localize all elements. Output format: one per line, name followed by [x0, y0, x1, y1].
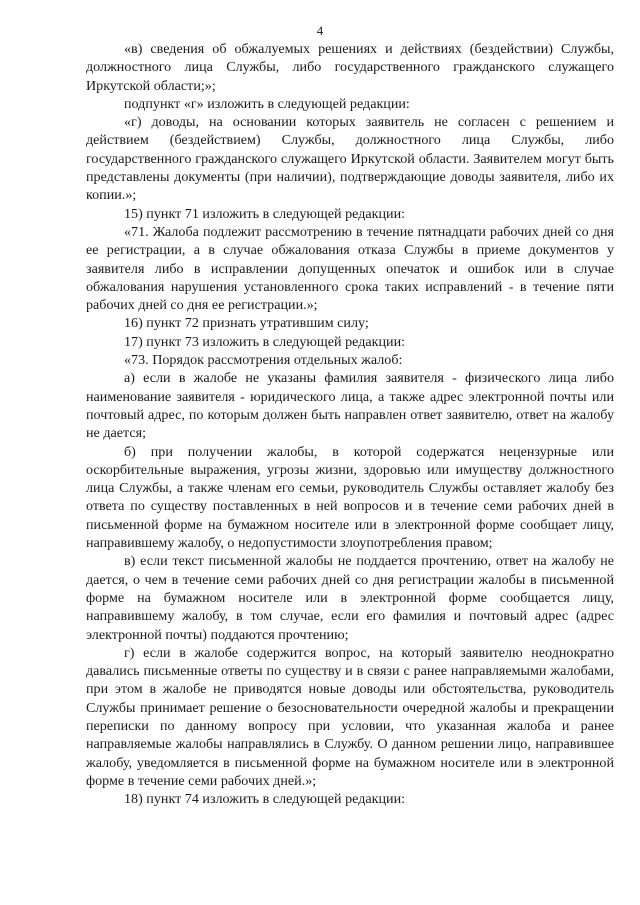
paragraph-point-73-a: а) если в жалобе не указаны фамилия заявителя - физического лица либо наименование заявителя - юридического лица, а также адрес электронной почты или почтовый адрес, по которым должен быть направлен ответ заявителю, ответ на жалобу не дается;: [86, 370, 614, 442]
paragraph-point-17: 17) пункт 73 изложить в следующей редакции:: [124, 333, 406, 350]
paragraph-point-16: 16) пункт 72 признать утратившим силу;: [124, 315, 369, 332]
paragraph-point-73-v: в) если текст письменной жалобы не поддается прочтению, ответ на жалобу не дается, о чем в течение семи рабочих дней со дня регистрации жалобы в письменной форме на бумажном носителе или в электронной форме сообщается лицу, направившему жалобу, в том случае, если его фамилия и почтовый адрес (адрес электронной почты) поддаются прочтению;: [86, 553, 614, 643]
paragraph-subitem-g-heading: подпункт «г» изложить в следующей редакции:: [124, 95, 410, 112]
paragraph-point-73-title: «73. Порядок рассмотрения отдельных жалоб:: [124, 352, 403, 369]
page-number: 4: [316, 23, 324, 38]
document-body: [86, 40, 614, 808]
paragraph-point-71: «71. Жалоба подлежит рассмотрению в течение пятнадцати рабочих дней со дня ее регистрации, а в случае обжалования отказа Службы в приеме документов у заявителя либо в исправлении допущенных опечаток и ошибок или в случае обжалования нарушения установленного срока таких исправлений - в течение пяти рабочих дней со дня ее регистрации.»;: [86, 223, 614, 314]
paragraph-point-18: 18) пункт 74 изложить в следующей редакции:: [124, 791, 406, 808]
paragraph-point-73-g: г) если в жалобе содержится вопрос, на который заявителю неоднократно давались письменные ответы по существу и в связи с ранее направляемыми жалобами, при этом в жалобе не приводятся новые доводы или обстоятельства, руководитель Службы принимает решение о безосновательности очередной жалобы и прекращении переписки по данному вопросу при условии, что указанная жалоба и ранее направляемые жалобы направлялись в Службу. О данном решении лицо, направившее жалобу, уведомляется в письменной форме на бумажном носителе или в электронной форме в течение семи рабочих дней.»;: [86, 644, 614, 789]
paragraph-point-15: 15) пункт 71 изложить в следующей редакции:: [124, 205, 406, 222]
paragraph-item-g: «г) доводы, на основании которых заявитель не согласен с решением и действием (бездействием) Службы, должностного лица Службы, либо государственного гражданского служащего Иркутской области. Заявителем могут быть представлены документы (при наличии), подтверждающие доводы заявителя, либо их копии.»;: [86, 114, 614, 204]
paragraph-item-v: «в) сведения об обжалуемых решениях и действиях (бездействии) Службы, должностного лица Службы, либо государственного гражданского служащего Иркутской области;»;: [86, 41, 614, 94]
paragraph-point-73-b: б) при получении жалобы, в которой содержатся нецензурные или оскорбительные выражения, угрозы жизни, здоровью или имуществу должностного лица Службы, а также членам его семьи, руководитель Службы оставляет жалобу без ответа по существу поставленных в ней вопросов и в течение семи рабочих дней в письменной форме на бумажном носителе или в электронной форме сообщает лицу, направившему жалобу, о недопустимости злоупотребления правом;: [86, 443, 614, 552]
